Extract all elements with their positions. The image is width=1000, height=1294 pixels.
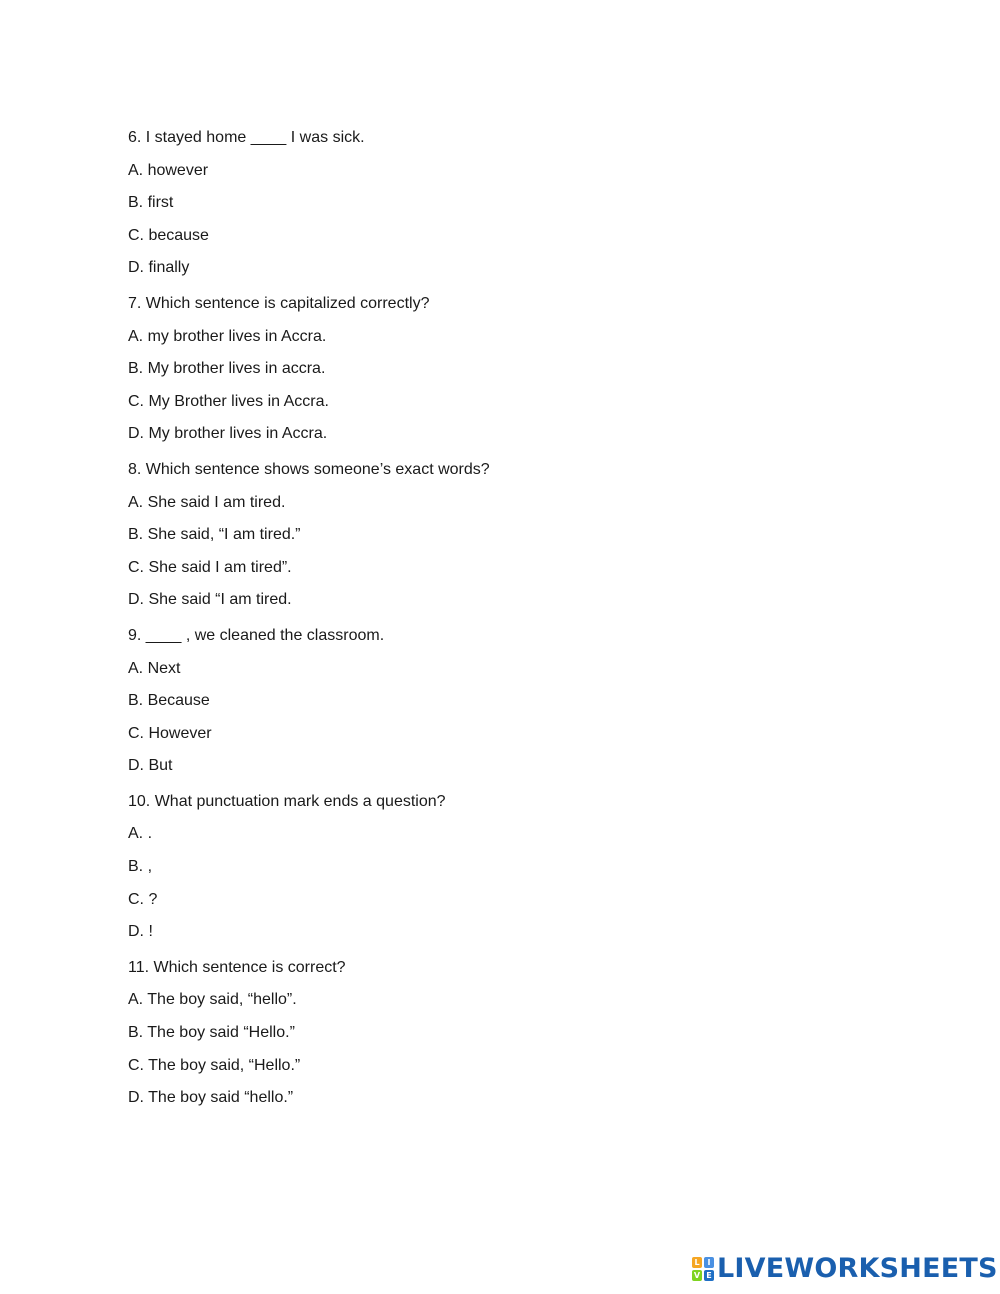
answer-option[interactable]: A. She said I am tired. xyxy=(128,493,286,511)
worksheet-page xyxy=(128,127,908,1123)
question-text: 9. ____ , we cleaned the classroom. xyxy=(128,626,385,644)
liveworksheets-logo xyxy=(692,1254,998,1284)
answer-option[interactable]: C. She said I am tired”. xyxy=(128,558,292,576)
question-7 xyxy=(128,293,908,445)
question-text: 11. Which sentence is correct? xyxy=(128,958,346,976)
answer-option[interactable]: B. The boy said “Hello.” xyxy=(128,1024,295,1042)
logo-tile: L xyxy=(692,1257,702,1268)
question-text: 7. Which sentence is capitalized correctly? xyxy=(128,294,430,312)
answer-option[interactable]: B. Because xyxy=(128,692,210,710)
question-text: 6. I stayed home ____ I was sick. xyxy=(128,129,365,146)
answer-option[interactable]: C. However xyxy=(128,724,212,742)
answer-option[interactable]: A. . xyxy=(128,825,153,843)
question-10 xyxy=(128,791,908,943)
answer-option[interactable]: A. The boy said, “hello”. xyxy=(128,991,297,1009)
answer-option[interactable]: B. , xyxy=(128,858,153,876)
question-8 xyxy=(128,459,908,611)
question-text: 8. Which sentence shows someone’s exact words? xyxy=(128,460,490,478)
question-text: 10. What punctuation mark ends a question? xyxy=(128,792,446,810)
answer-option[interactable]: D. My brother lives in Accra. xyxy=(128,425,328,443)
answer-option[interactable]: A. Next xyxy=(128,659,181,677)
answer-option[interactable]: C. ? xyxy=(128,890,158,908)
answer-option[interactable]: B. She said, “I am tired.” xyxy=(128,526,301,544)
question-9 xyxy=(128,625,908,777)
question-11 xyxy=(128,957,908,1109)
answer-option[interactable]: D. ! xyxy=(128,923,153,941)
question-6 xyxy=(128,127,908,279)
liveworksheets-logo-icon xyxy=(692,1257,714,1281)
answer-option[interactable]: D. The boy said “hello.” xyxy=(128,1089,294,1107)
answer-option[interactable]: C. The boy said, “Hello.” xyxy=(128,1056,301,1074)
answer-option[interactable]: D. But xyxy=(128,757,173,775)
answer-option[interactable]: D. She said “I am tired. xyxy=(128,591,292,609)
answer-option[interactable]: B. My brother lives in accra. xyxy=(128,360,326,378)
logo-tile: V xyxy=(693,1271,701,1280)
answer-option[interactable]: D. finally xyxy=(128,259,190,277)
logo-tile: E xyxy=(704,1270,714,1281)
answer-option[interactable]: A. however xyxy=(128,161,209,179)
answer-option[interactable]: C. My Brother lives in Accra. xyxy=(128,392,329,410)
answer-option[interactable]: C. because xyxy=(128,226,209,244)
logo-tile: I xyxy=(704,1257,714,1268)
answer-option[interactable]: B. first xyxy=(128,194,174,212)
brand-name: LIVEWORKSHEETS xyxy=(717,1253,998,1284)
answer-option[interactable]: A. my brother lives in Accra. xyxy=(128,327,327,345)
